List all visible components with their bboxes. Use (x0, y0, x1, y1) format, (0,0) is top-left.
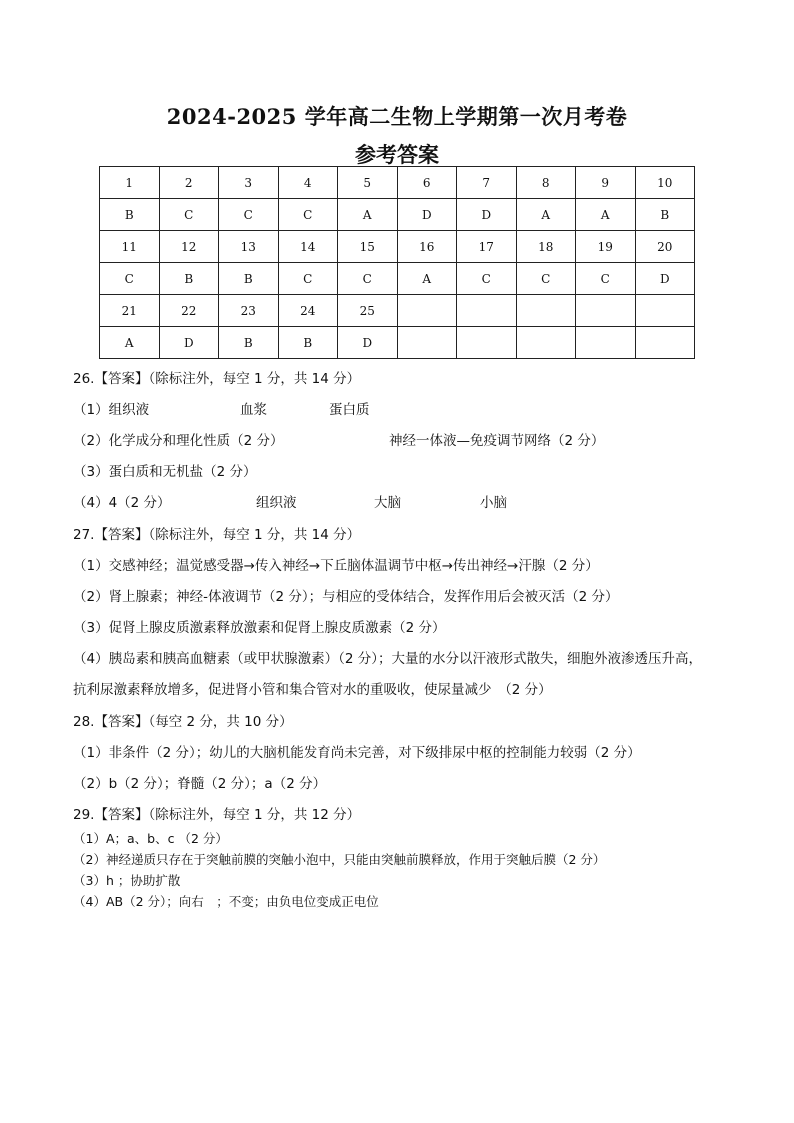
q26-line4-b: 组织液 (256, 495, 297, 511)
answer-table-cell: C (576, 263, 636, 295)
q27-line3: （3）促肾上腺皮质激素释放激素和促肾上腺皮质激素（2 分） (73, 620, 446, 636)
answer-table-cell: B (219, 263, 279, 295)
answer-table-cell (397, 327, 457, 359)
answer-table-cell (397, 295, 457, 327)
q26-line2-b: 神经一体液—免疫调节网络（2 分） (389, 433, 605, 449)
answer-table-cell: D (159, 327, 219, 359)
answer-table-cell: 22 (159, 295, 219, 327)
answer-table-cell: A (338, 199, 398, 231)
answer-table-cell: C (516, 263, 576, 295)
q28-header: 28.【答案】（每空 2 分，共 10 分） (73, 714, 293, 730)
answer-table-cell (516, 327, 576, 359)
answer-table-cell (635, 295, 695, 327)
answer-table-cell: C (100, 263, 160, 295)
answer-table-cell: 14 (278, 231, 338, 263)
answer-table-cell: 19 (576, 231, 636, 263)
answer-table-cell: 13 (219, 231, 279, 263)
q26-line4-d: 小脑 (480, 495, 507, 511)
answer-table-cell: 6 (397, 167, 457, 199)
q29-line4: （4）AB（2 分）；向右 ；不变；由负电位变成正电位 (73, 894, 379, 909)
q28-line1: （1）非条件（2 分）；幼儿的大脑机能发育尚未完善，对下级排尿中枢的控制能力较弱（2 分） (73, 745, 641, 761)
answer-table-cell: 12 (159, 231, 219, 263)
answer-table-cell: 20 (635, 231, 695, 263)
answer-table-cell: 23 (219, 295, 279, 327)
q29-line3: （3）h ；协助扩散 (73, 873, 181, 888)
answer-table-cell: A (516, 199, 576, 231)
q28-line2: （2）b（2 分）；脊髓（2 分）；a（2 分） (73, 776, 327, 792)
q26-line4-c: 大脑 (374, 495, 401, 511)
answer-table-row (100, 167, 695, 199)
answer-table-cell: 25 (338, 295, 398, 327)
answer-table-cell: A (576, 199, 636, 231)
page-title: 2024-2025 学年高二生物上学期第一次月考卷 (166, 104, 628, 129)
q29-header: 29.【答案】（除标注外，每空 1 分，共 12 分） (73, 807, 361, 823)
answer-table-cell (635, 327, 695, 359)
q29-line2: （2）神经递质只存在于突触前膜的突触小泡中，只能由突触前膜释放，作用于突触后膜（2 分） (73, 852, 606, 867)
answer-table-cell: 21 (100, 295, 160, 327)
answer-table-cell: C (457, 263, 517, 295)
answer-table-cell: D (338, 327, 398, 359)
answer-table-cell (516, 295, 576, 327)
answer-table-cell: 15 (338, 231, 398, 263)
answer-table-cell: 18 (516, 231, 576, 263)
answer-table (99, 166, 695, 359)
answer-table-cell: C (219, 199, 279, 231)
answer-table-row (100, 295, 695, 327)
answer-table-cell: B (278, 327, 338, 359)
q26-header: 26.【答案】（除标注外，每空 1 分，共 14 分） (73, 371, 361, 387)
answer-table-cell (576, 295, 636, 327)
answer-table-cell: 16 (397, 231, 457, 263)
answer-table-cell: 8 (516, 167, 576, 199)
answer-table-cell: D (457, 199, 517, 231)
answer-table-cell: D (397, 199, 457, 231)
answer-table-cell: 24 (278, 295, 338, 327)
answer-table-cell: 5 (338, 167, 398, 199)
answer-table-cell: 9 (576, 167, 636, 199)
answer-table-cell: 17 (457, 231, 517, 263)
answer-table-cell: 11 (100, 231, 160, 263)
q26-line3: （3）蛋白质和无机盐（2 分） (73, 464, 257, 480)
answer-table-cell: B (219, 327, 279, 359)
answer-table-cell: C (278, 263, 338, 295)
q29-line1: （1）A；a、b、c （2 分） (73, 831, 228, 846)
q27-line2: （2）肾上腺素；神经-体液调节（2 分）；与相应的受体结合，发挥作用后会被灭活（2 分） (73, 589, 619, 605)
answer-table-row (100, 199, 695, 231)
answer-table-cell: B (100, 199, 160, 231)
page-subtitle: 参考答案 (355, 142, 439, 167)
answer-table-row (100, 327, 695, 359)
answer-table-cell: 7 (457, 167, 517, 199)
answer-table-cell: C (338, 263, 398, 295)
answer-table-cell: B (635, 199, 695, 231)
answer-table-cell: 1 (100, 167, 160, 199)
answer-table-row (100, 263, 695, 295)
q26-line1-c: 蛋白质 (329, 402, 370, 418)
answer-table-cell: B (159, 263, 219, 295)
answer-table-cell: 4 (278, 167, 338, 199)
q26-line1-a: （1）组织液 (73, 402, 150, 418)
q26-line1-b: 血浆 (240, 402, 267, 418)
q27-line1: （1）交感神经；温觉感受器→传入神经→下丘脑体温调节中枢→传出神经→汗腺（2 分） (73, 558, 599, 574)
answer-table-row (100, 231, 695, 263)
q26-line4-a: （4）4（2 分） (73, 495, 171, 511)
q27-line5: 抗利尿激素释放增多，促进肾小管和集合管对水的重吸收，使尿量减少 （2 分） (73, 682, 552, 698)
answer-table-cell: 2 (159, 167, 219, 199)
answer-table-cell (457, 327, 517, 359)
answer-table-cell: A (100, 327, 160, 359)
answer-table-cell (576, 327, 636, 359)
answer-table-cell: C (159, 199, 219, 231)
q26-line2-a: （2）化学成分和理化性质（2 分） (73, 433, 284, 449)
answer-table-cell: A (397, 263, 457, 295)
q27-line4: （4）胰岛素和胰高血糖素（或甲状腺激素）（2 分）；大量的水分以汗液形式散失，细胞外液渗透压升高， (73, 651, 702, 667)
answer-table-cell (457, 295, 517, 327)
answer-table-cell: C (278, 199, 338, 231)
answer-table-cell: 10 (635, 167, 695, 199)
q27-header: 27.【答案】（除标注外，每空 1 分，共 14 分） (73, 527, 361, 543)
answer-table-cell: 3 (219, 167, 279, 199)
answer-table-cell: D (635, 263, 695, 295)
